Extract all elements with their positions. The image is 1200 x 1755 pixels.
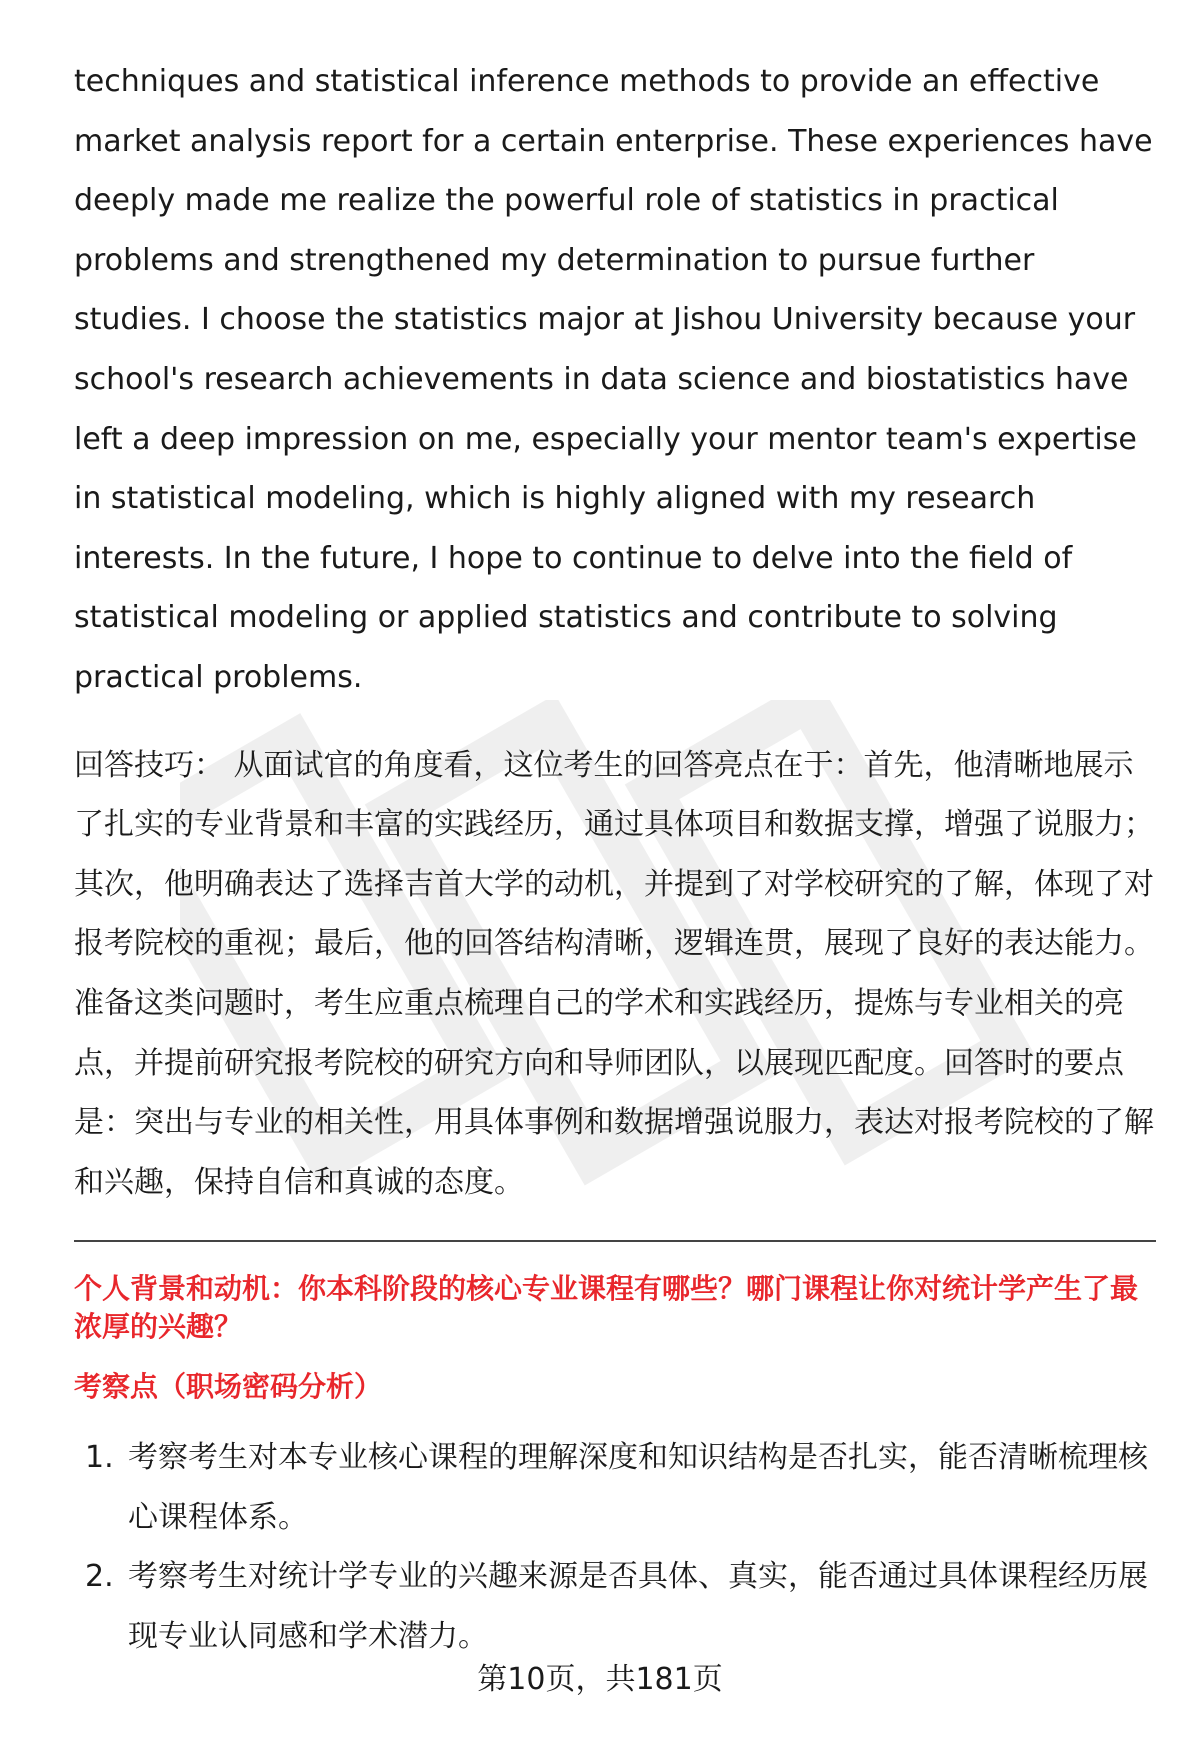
list-item-number: 1. bbox=[85, 1440, 114, 1476]
assessment-points-heading: 考察点（职场密码分析） bbox=[74, 1370, 383, 1404]
answer-tips-paragraph: 回答技巧： 从面试官的角度看，这位考生的回答亮点在于：首先，他清晰地展示了扎实的专业背景和丰富的实践经历，通过具体项目和数据支撑，增强了说服力；其次，他明确表达了选择吉首大学的动机，并提到了对学校研究的了解，体现了对报考院校的重视；最后，他的回答结构清晰，逻辑连贯，展现了良好的表达能力。准备这类问题时，考生应重点梳理自己的学术和实践经历，提炼与专业相关的亮点，并提前研究报考院校的研究方向和导师团队，以展现匹配度。回答时的要点是：突出与专业的相关性，用具体事例和数据增强说服力，表达对报考院校的了解和兴趣，保持自信和真诚的态度。 bbox=[74, 747, 1154, 1200]
list-item-text: 考察考生对本专业核心课程的理解深度和知识结构是否扎实，能否清晰梳理核心课程体系。 bbox=[128, 1440, 1148, 1535]
list-item bbox=[74, 1428, 1156, 1547]
assessment-points-list bbox=[74, 1428, 1156, 1666]
list-item bbox=[74, 1547, 1156, 1666]
question-title: 个人背景和动机：你本科阶段的核心专业课程有哪些？哪门课程让你对统计学产生了最浓厚的兴趣？ bbox=[74, 1272, 1139, 1344]
document-page bbox=[74, 52, 1156, 1667]
section-divider bbox=[74, 1240, 1156, 1242]
english-answer-paragraph: techniques and statistical inference methods to provide an effective market analysis report for a certain enterprise. These experiences have deeply made me realize the powerful role of statistics in practical problems and strengthened my determination to pursue further studies. I choose the statistics major at Jishou University because your school's research achievements in data science and biostatistics have left a deep impression on me, especially your mentor team's expertise in statistical modeling, which is highly aligned with my research interests. In the future, I hope to continue to delve into the field of statistical modeling or applied statistics and contribute to solving practical problems. bbox=[74, 64, 1153, 695]
list-item-text: 考察考生对统计学专业的兴趣来源是否具体、真实，能否通过具体课程经历展现专业认同感和学术潜力。 bbox=[128, 1559, 1148, 1655]
page-number-footer: 第10页，共181页 bbox=[477, 1662, 723, 1697]
list-item-number: 2. bbox=[85, 1559, 114, 1595]
